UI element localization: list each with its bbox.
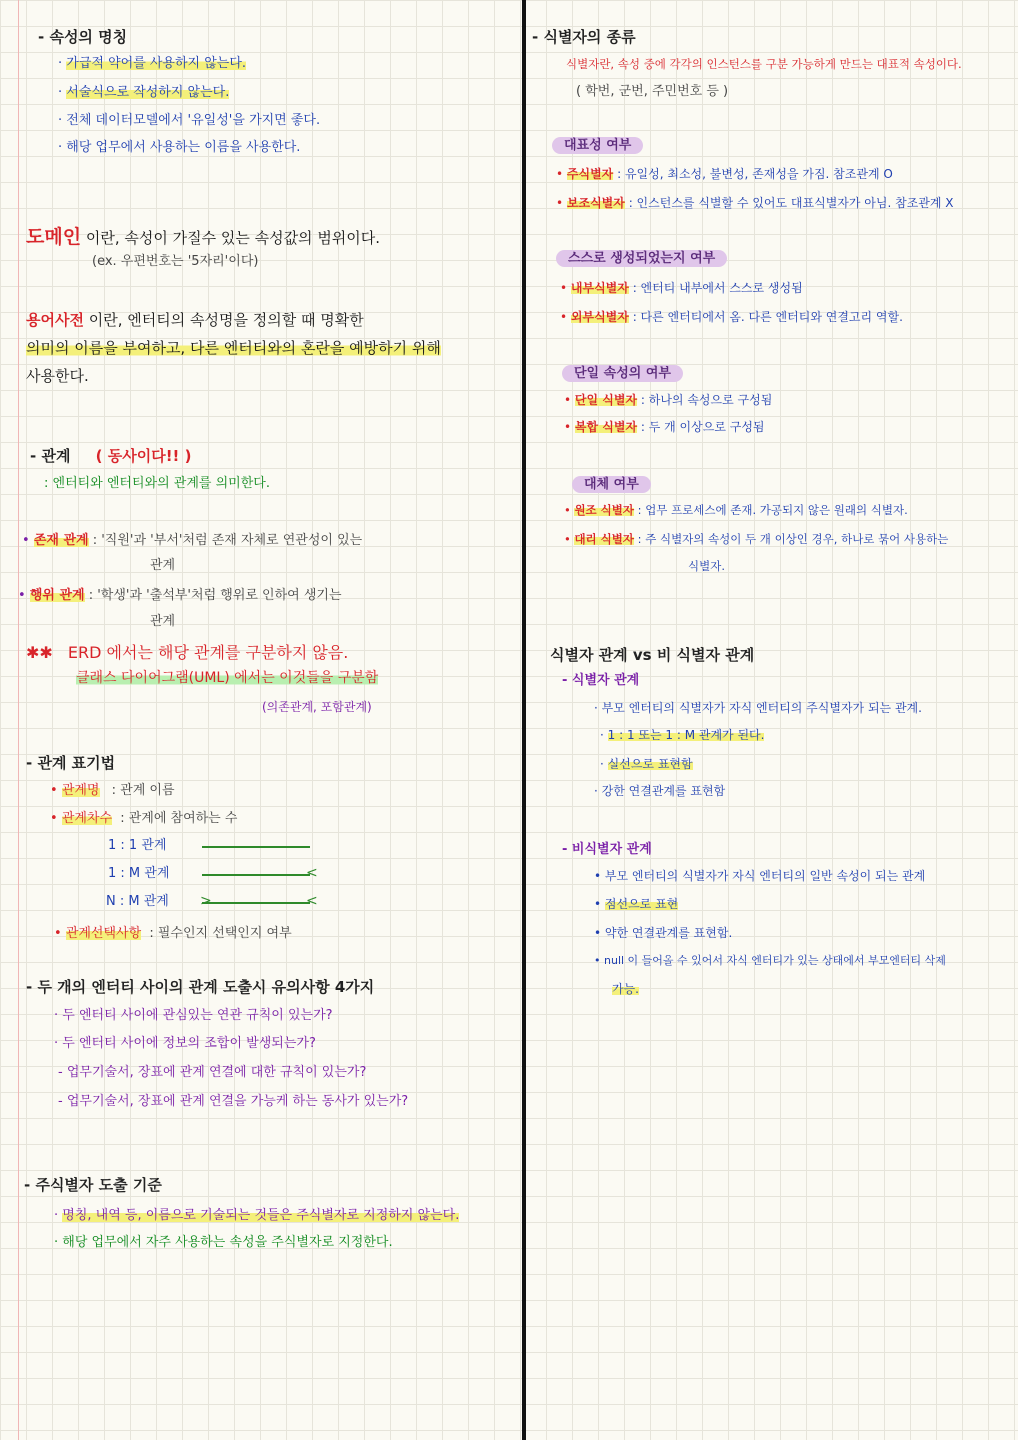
nonid-item-4: • null 이 들어올 수 있어서 자식 엔터티가 있는 상태에서 부모엔터티 삭제: [594, 954, 946, 967]
notation-title: - 관계 표기법: [26, 754, 116, 772]
relation-desc: : 엔터티와 엔터티와의 관계를 의미한다.: [44, 476, 270, 491]
rel-option-row: • 관계선택사항 : 필수인지 선택인지 여부: [54, 926, 292, 941]
attr-name-title: - 속성의 명칭: [38, 28, 128, 46]
idrel-item-3: · 실선으로 표현함: [600, 757, 693, 771]
caution-item-1: · 두 엔터티 사이에 관심있는 연관 규칙이 있는가?: [54, 1008, 333, 1023]
domain-definition: 도메인 이란, 속성이 가질수 있는 속성값의 범위이다.: [26, 226, 381, 248]
idrel-item-1: · 부모 엔터티의 식별자가 자식 엔터티의 주식별자가 되는 관계.: [594, 701, 922, 715]
behavior-relation: • 행위 관계 : '학생'과 '출석부'처럼 행위로 인하여 생기는: [18, 588, 342, 603]
id-definition: 식별자란, 속성 중에 각각의 인스턴스를 구분 가능하게 만드는 대표적 속성이다.: [566, 57, 962, 71]
one-to-one-line: [202, 846, 310, 848]
attr-bullet-3: · 전체 데이터모델에서 '유일성'을 가지면 좋다.: [58, 113, 321, 128]
uml-sub: (의존관계, 포함관계): [262, 700, 372, 714]
nonid-item-1: • 부모 엔터티의 식별자가 자식 엔터티의 일반 속성이 되는 관계: [594, 869, 926, 883]
crowfoot-icon: <: [306, 865, 318, 881]
pk-criteria-title: - 주식별자 도출 기준: [24, 1176, 162, 1194]
self-pill: 스스로 생성되었는지 여부: [556, 251, 727, 267]
right-column: [530, 0, 1018, 1440]
dictionary-line-2: 의미의 이름을 부여하고, 다른 엔터티와의 혼란을 예방하기 위해: [26, 339, 441, 357]
star-icon-2: ✱: [39, 643, 53, 662]
id-example: ( 학번, 군번, 주민번호 등 ): [576, 84, 729, 99]
card-n-m-label: N : M 관계: [106, 894, 169, 909]
domain-word: 도메인: [26, 226, 82, 248]
self-internal-row: • 내부식별자 : 엔터티 내부에서 스스로 생성됨: [560, 281, 803, 295]
card-1-m-label: 1 : M 관계: [108, 866, 170, 881]
rep-primary-row: • 주식별자 : 유일성, 최소성, 불변성, 존재성을 가짐. 참조관계 O: [556, 167, 893, 181]
nonid-item-3: • 약한 연결관계를 표현함.: [594, 926, 733, 940]
many-to-many-line: [202, 902, 310, 904]
behavior-relation-2: 관계: [150, 614, 176, 629]
attr-bullet-2: · 서술식으로 작성하지 않는다.: [58, 85, 230, 100]
single-row: • 단일 식별자 : 하나의 속성으로 구성됨: [564, 393, 773, 407]
surrogate-row: • 대리 식별자 : 주 식별자의 속성이 두 개 이상인 경우, 하나로 묶어 사용하는: [564, 532, 949, 546]
idrel-item-2: · 1 : 1 또는 1 : M 관계가 된다.: [600, 728, 765, 742]
vs-title: 식별자 관계 vs 비 식별자 관계: [550, 646, 755, 664]
pk-item-1: · 명칭, 내역 등, 이름으로 기술되는 것들은 주식별자로 지정하지 않는다.: [54, 1208, 460, 1223]
crowfoot-left-icon: >: [200, 893, 212, 909]
nonid-title: - 비식별자 관계: [562, 842, 652, 857]
attr-bullet-4: · 해당 업무에서 사용하는 이름을 사용한다.: [58, 140, 301, 155]
rel-card-row: • 관계차수 : 관계에 참여하는 수: [50, 811, 238, 826]
crowfoot-right-icon: <: [306, 893, 318, 909]
erd-note: ✱✱ ERD 에서는 해당 관계를 구분하지 않음.: [26, 643, 349, 662]
idrel-item-4: · 강한 연결관계를 표현함: [594, 784, 726, 798]
id-types-title: - 식별자의 종류: [532, 28, 636, 46]
relation-title: - 관계 ( 동사이다!! ): [30, 447, 192, 465]
single-pill: 단일 속성의 여부: [562, 366, 683, 382]
nonid-item-2: • 점선으로 표현: [594, 897, 679, 911]
uml-note: 클래스 다이어그램(UML) 에서는 이것들을 구분함: [76, 670, 379, 686]
rep-pill: 대표성 여부: [552, 138, 643, 154]
domain-example: (ex. 우편번호는 '5자리'이다): [92, 254, 259, 269]
replace-pill: 대체 여부: [572, 477, 651, 493]
caution-title: - 두 개의 엔터티 사이의 관계 도출시 유의사항 4가지: [26, 978, 375, 996]
exist-relation: • 존재 관계 : '직원'과 '부서'처럼 존재 자체로 연관성이 있는: [22, 533, 363, 548]
card-1-1-label: 1 : 1 관계: [108, 838, 167, 853]
column-divider: [522, 0, 526, 1440]
natural-row: • 원조 식별자 : 업무 프로세스에 존재. 가공되지 않은 원래의 식별자.: [564, 503, 908, 517]
star-icon: ✱: [26, 643, 40, 662]
rep-secondary-row: • 보조식별자 : 인스턴스를 식별할 수 있어도 대표식별자가 아님. 참조관계 X: [556, 196, 954, 210]
exist-relation-2: 관계: [150, 558, 176, 573]
dictionary-line-1: 용어사전 이란, 엔터티의 속성명을 정의할 때 명확한: [26, 311, 364, 329]
self-external-row: • 외부식별자 : 다른 엔터티에서 옴. 다른 엔터티와 연결고리 역할.: [560, 310, 903, 324]
idrel-title: - 식별자 관계: [562, 673, 640, 688]
rel-name-row: • 관계명 : 관계 이름: [50, 783, 175, 798]
caution-item-2: · 두 엔터티 사이에 정보의 조합이 발생되는가?: [54, 1036, 316, 1051]
attr-bullet-1: · 가급적 약어를 사용하지 않는다.: [58, 56, 247, 71]
one-to-many-line: [202, 874, 310, 876]
caution-item-3: - 업무기술서, 장표에 관계 연결에 대한 규칙이 있는가?: [58, 1065, 367, 1080]
dictionary-line-3: 사용한다.: [26, 367, 89, 385]
caution-item-4: - 업무기술서, 장표에 관계 연결을 가능케 하는 동사가 있는가?: [58, 1094, 409, 1109]
composite-row: • 복합 식별자 : 두 개 이상으로 구성됨: [564, 420, 765, 434]
pk-item-2: · 해당 업무에서 자주 사용하는 속성을 주식별자로 지정한다.: [54, 1235, 393, 1250]
surrogate-row-2: 식별자.: [688, 559, 725, 573]
nonid-item-5: 가능.: [612, 982, 639, 996]
